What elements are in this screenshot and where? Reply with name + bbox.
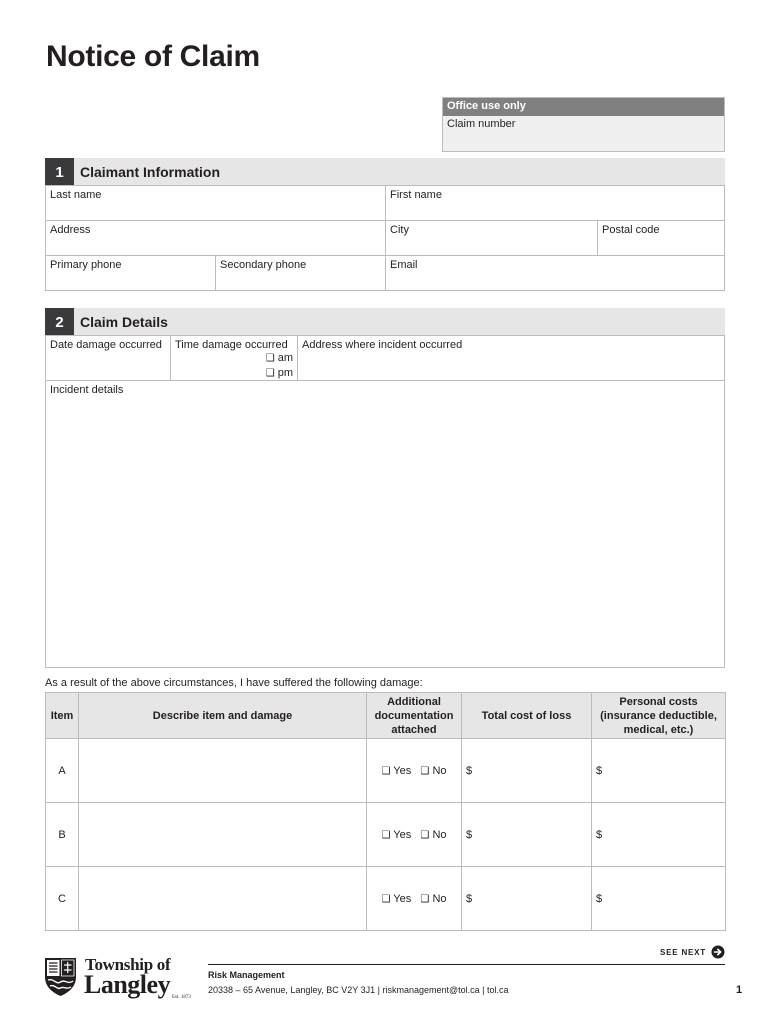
- address-incident-field[interactable]: Address where incident occurred: [297, 335, 725, 381]
- am-option[interactable]: [175, 351, 293, 366]
- yes-label: Yes: [393, 764, 412, 777]
- footer-divider: [208, 964, 725, 965]
- pm-option[interactable]: [175, 366, 293, 381]
- total-cost-field[interactable]: $: [462, 803, 592, 867]
- personal-cost-field[interactable]: $: [592, 739, 726, 803]
- describe-field[interactable]: [79, 739, 367, 803]
- last-name-field[interactable]: Last name: [45, 185, 386, 221]
- am-label: am: [277, 352, 293, 364]
- claim-number-field[interactable]: Claim number: [447, 118, 516, 130]
- logo-est: Est. 1873: [172, 995, 191, 1000]
- checkbox-icon[interactable]: ❑: [420, 829, 430, 841]
- section-1-title: Claimant Information: [80, 164, 221, 180]
- col-docs: Additional documentation attached: [367, 693, 462, 739]
- time-damage-label: Time damage occurred: [175, 339, 288, 351]
- item-label: A: [46, 739, 79, 803]
- city-field[interactable]: City: [385, 220, 598, 256]
- item-label: C: [46, 867, 79, 931]
- checkbox-icon[interactable]: ❑: [265, 353, 275, 364]
- address-field[interactable]: Address: [45, 220, 386, 256]
- postal-code-field[interactable]: Postal code: [597, 220, 725, 256]
- personal-cost-field[interactable]: $: [592, 803, 726, 867]
- checkbox-icon[interactable]: ❑: [420, 765, 430, 777]
- no-label: No: [432, 892, 447, 905]
- total-cost-field[interactable]: $: [462, 739, 592, 803]
- docs-options: [367, 867, 462, 931]
- section-1-header: [45, 158, 725, 186]
- time-damage-field[interactable]: [170, 335, 298, 381]
- col-describe: Describe item and damage: [79, 693, 367, 739]
- primary-phone-field[interactable]: Primary phone: [45, 255, 216, 291]
- section-1-number: 1: [45, 158, 74, 186]
- no-label: No: [432, 764, 447, 777]
- table-row: [46, 739, 726, 803]
- logo-line-1: Township of: [85, 955, 171, 974]
- damage-table-header: [46, 693, 726, 739]
- table-row: [46, 803, 726, 867]
- col-personal: Personal costs (insurance deductible, medical, etc.): [592, 693, 726, 739]
- incident-details-field[interactable]: Incident details: [45, 380, 725, 668]
- office-use-box: [442, 97, 725, 152]
- col-total: Total cost of loss: [462, 693, 592, 739]
- email-field[interactable]: Email: [385, 255, 725, 291]
- office-use-header: Office use only: [443, 98, 724, 116]
- logo-line-2: Langley: [84, 970, 171, 999]
- township-logo: [44, 955, 214, 1003]
- table-row: [46, 867, 726, 931]
- secondary-phone-field[interactable]: Secondary phone: [215, 255, 386, 291]
- docs-options: [367, 739, 462, 803]
- see-next-label: SEE NEXT: [660, 947, 706, 957]
- page-number: 1: [736, 984, 743, 996]
- yes-label: Yes: [393, 892, 412, 905]
- section-2-header: [45, 308, 725, 336]
- col-item: Item: [46, 693, 79, 739]
- section-2-title: Claim Details: [80, 314, 168, 330]
- total-cost-field[interactable]: $: [462, 867, 592, 931]
- damage-intro: As a result of the above circumstances, I have suffered the following damage:: [45, 677, 423, 689]
- crest-icon: [44, 957, 77, 997]
- describe-field[interactable]: [79, 867, 367, 931]
- footer-department: Risk Management: [208, 970, 285, 980]
- checkbox-icon[interactable]: ❑: [381, 765, 391, 777]
- arrow-right-circle-icon: [711, 945, 725, 959]
- damage-table: [45, 692, 726, 931]
- personal-cost-field[interactable]: $: [592, 867, 726, 931]
- no-label: No: [432, 828, 447, 841]
- footer-address: 20338 – 65 Avenue, Langley, BC V2Y 3J1 | riskmanagement@tol.ca | tol.ca: [208, 985, 509, 995]
- item-label: B: [46, 803, 79, 867]
- date-damage-field[interactable]: Date damage occurred: [45, 335, 171, 381]
- checkbox-icon[interactable]: ❑: [420, 893, 430, 905]
- pm-label: pm: [277, 367, 293, 379]
- checkbox-icon[interactable]: ❑: [381, 893, 391, 905]
- docs-options: [367, 803, 462, 867]
- checkbox-icon[interactable]: ❑: [265, 368, 275, 379]
- first-name-field[interactable]: First name: [385, 185, 725, 221]
- see-next[interactable]: [640, 944, 725, 960]
- section-2-number: 2: [45, 308, 74, 336]
- page-title: Notice of Claim: [46, 40, 260, 73]
- checkbox-icon[interactable]: ❑: [381, 829, 391, 841]
- yes-label: Yes: [393, 828, 412, 841]
- describe-field[interactable]: [79, 803, 367, 867]
